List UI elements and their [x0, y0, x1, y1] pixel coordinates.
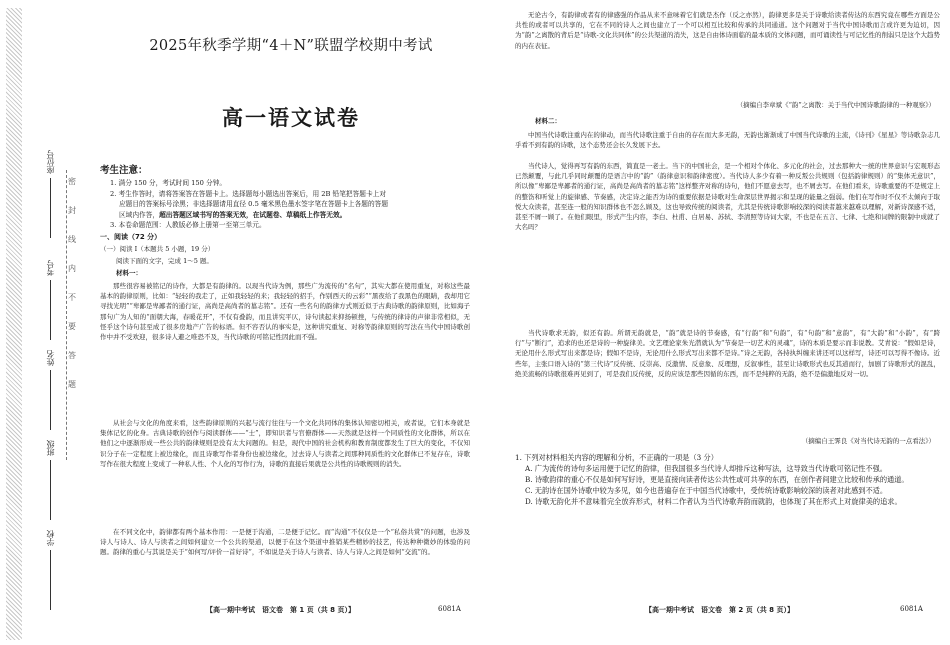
notice-item-2b: 应题目的答案标号涂黑；非选择题请用直径 0.5 毫米黑色墨水签字笔在答题卡上各题的答题 [119, 200, 389, 208]
paragraph-1: 那些很容易被铭记的诗作，大都是有韵律的。以现当代诗为例，那些广为流传的“名句”，其实大都在使用重复，对称这些最基本的韵律原则，比如：“轻轻的我走了，正如我轻轻的来；我轻轻的招手，作别西天的云彩”“黑夜给了我黑色的眼睛，我却用它寻找光明”“卑鄙是卑鄙者的通行证，高尚是高尚者的墓志铭”。还有一些名句的韵律方式则近似于古典诗歌的韵律原则，比如海子那句广为人知的“面朝大海，春暖花开”，不仅有叠韵，而且讲究平仄，诗句读起来抑扬顿挫，与传统的律诗的声律非常相似，无怪乎这个诗句甚至成了很多房地产广告的标语。但不容否认的事实是，这种讲究重复、对称等韵律原则的写法在当代中国诗歌创作中并不受欢迎，很多诗人避之唯恐不及，当代诗歌的可铭记性因此而不强。 [100, 282, 470, 342]
option-a[interactable]: A. 广为流传的诗句多运用便于记忆的韵律，但我国很多当代诗人却排斥这种写法，这导致当代诗歌可铭记性不强。 [525, 464, 887, 473]
option-b[interactable]: B. 诗歌韵律的重心不仅是如何写好诗，更是直接向读者传达公共性或可共享的东西，在创作者间建立比较和传承的通道。 [525, 475, 909, 484]
school-label: 学校 [45, 530, 55, 546]
seal-char: 线 [68, 235, 76, 244]
seal-char: 不 [68, 293, 76, 302]
notice-item-3: 3. 本卷命题范围：人教版必修上册第一至第三单元。 [110, 221, 266, 229]
paragraph-3: 在不同文化中，韵律都有两个基本作用：一是便于沟通，二是便于记忆。而“沟通”不仅仅是一个“私俗共赏”的问题，也涉及诗人与诗人、诗人与读者之间如何建立一个公共的渠道，以便于在这个渠道中推销某些精妙的技艺，传达种种微妙的体验的问题。韵律的重心与其说是关于“如何写/评价一首好诗”，不如说是关于诗人与读者、诗人与诗人之间是如何“交流”的。 [100, 528, 470, 557]
paragraph-6: 当代诗人，觉得再写有韵的东西，简直是一老土。当下的中国社会，是一个相对个体化、多元化的社会，过去那种大一统的世界意识与宏观形态已然颠覆，与此几乎同时颠覆的是语言中的“韵”（韵律意识和韵律密度）。当代诗人多少有着一种反叛公共规则（包括韵律规则）的“集体无意识”，所以像“卑鄙是卑鄙者的通行证，高尚是高尚者的墓志铭”这样整齐对称的诗句，他们不愿意去写，也不屑去写。在他们看来，诗歌重要的不是规定上的整饬和听觉上的旋律感、节奏感，决定诗之能否为诗的重要依据是诗歌对生命深层世界揭示和呈现的能量之强弱。他们在写作时不仅不太倾向于取悦大众读者，甚至连一般的知识群体也不怎么顾及，这也导致传统的阅读者，尤其是传统诗歌影响较深的阅读者越来越难以理解，对新诗深感不适，甚至不屑一顾了。在他们眼里，形式产生内容，李白、杜甫、白居易、苏轼、李清照等诗词大家，不也是在五言、七律、七绝和词牌的限制中成就了大名吗？ [515, 162, 940, 232]
question-1 [515, 452, 940, 507]
class-line [50, 460, 51, 520]
binding-hatch [6, 8, 22, 640]
name-line [50, 370, 51, 430]
exam-number-label: 考号 [45, 260, 55, 276]
page-2-footer-text: 【高一期中考试 语文卷 第 2 页（共 8 页）】 [645, 606, 794, 614]
notice-list [110, 178, 465, 231]
binding-margin [0, 0, 82, 645]
paragraph-2: 从社会与文化的角度来看，这些韵律原则的兴起与流行往往与一个文化共同体的集体认知密切相关，或者说，它们本身就是集体记忆的化身。古典诗歌的创作与阅读群体——“士”，即知识者与官僚群体——天然就是这样一个同质性的文化群体，所以在他们之中逐渐形成一些公共的韵律规则是没有太大问题的。但是，现代中国的社会机构和教育制度都发生了巨大的变化，不仅知识分子在一定程度上被边缘化，而且诗歌写作者身份也被边缘化，过去诗人与读者之间那种同质性的文化群体已不复存在，诗歌写作在很大程度上变成了一种私人性、个人化的写作行为，诗歌的直接后果就是公共性的诗歌规则的消失。 [100, 419, 470, 468]
seat-number-line [50, 178, 51, 238]
page-1-code: 6081A [438, 605, 461, 613]
subsection-heading: （一）阅读 Ⅰ（本题共 5 小题，19 分） [100, 245, 215, 253]
instruction-text: 阅读下面的文字，完成 1～5 题。 [116, 257, 213, 265]
notice-item-2a: 2. 考生作答时，请将答案答在答题卡上。选择题每小题选出答案后，用 2B 铅笔把答题卡上对 [110, 189, 387, 198]
page-2-footer [645, 605, 794, 615]
paragraph-5: 中国当代诗歌注重内在的律动，而当代诗歌注重于自由的存在而大多无韵，无韵也渐渐成了中国当代诗歌的主流，《诗刊》《星星》等诗歌杂志几乎看不到有韵的诗歌，这个态势还会长久发展下去。 [515, 131, 940, 150]
school-field[interactable] [28, 530, 72, 610]
page-1 [86, 0, 481, 645]
paragraph-7: 当代诗歌求无韵，似还有韵。所谓无韵就是，“韵”就是诗的节奏感，有“行韵”和“句韵”，有“句韵”和“意韵”，有“大韵”和“小韵”，有“跨行”与“断行”，追求的也还是诗的一种旋律美。文艺理论家朱光潜就认为“节奏是一切艺术的灵魂”，诗的本质是要示而非说教。艾青说：“假如是诗，无论用什么形式写出来都是诗；假如不是诗，无论用什么形式写出来都不是诗。”诗之无韵，各持执纠缠来讲还可以这样写，诗还可以写得不像诗。近些年，主张口语入诗的“第三代诗”反传统、反崇高、反激情、反意象、反理想，反叙事性，甚至让诗歌形式也反其道而行，加剧了诗歌形式的混乱，绝美流畅的诗歌很难再见到了，可是我们反传统，反的应该是那些因循的东西，而不是纯粹的无韵，绝不是偏激地反对一切。 [515, 329, 940, 378]
source-1: （摘编自李章斌《“韵”之离散：关于当代中国诗歌韵律的一种观察》） [736, 101, 935, 109]
school-line [50, 550, 51, 610]
option-c[interactable]: C. 无韵诗在国外诗歌中较为多见，如今也普遍存在于中国当代诗歌中，受传统诗歌影响较深的读者对此感到不适。 [525, 486, 888, 495]
page-2 [505, 0, 940, 645]
subject-title: 高一语文试卷 [222, 106, 360, 130]
class-label: 班级 [45, 440, 55, 456]
notice-item-2c-text: 区域内作答， [119, 210, 160, 219]
question-1-stem: 1. 下列对材料相关内容的理解和分析，不正确的一项是（3 分） [515, 453, 718, 462]
notice-item-1: 1. 满分 150 分，考试时间 150 分钟。 [110, 179, 227, 187]
material-2-label: 材料二： [535, 117, 561, 125]
section-heading: 一、阅读（72 分） [100, 233, 162, 241]
page-2-code: 6081A [900, 605, 923, 613]
exam-title: 2025年秋季学期“4＋N”联盟学校期中考试 [149, 38, 433, 54]
page-1-footer-text: 【高一期中考试 语文卷 第 1 页（共 8 页）】 [206, 606, 355, 614]
paragraph-4: 无论古今，有韵律或者有的律感强的作品从来不意味着它们就是杰作（反之亦然），韵律更多是关于诗歌给读者传达的东西究竟在哪些方面是公共性的或者可以共享的，它在不同的诗人之间也建立了一个可以相互比较和传承的共同通道。这个问题对于当代中国诗歌而言或许更为迫切，因为“韵”之离散的背后是“诗歌-文化共同体”的公共渠道的消失，这是自由体诗面临的最本质的文体问题，而可诵读性与可记忆性的削弱只是这个大趋势的内在表征。 [515, 11, 940, 50]
seal-char: 封 [68, 206, 76, 215]
page-1-footer [206, 605, 355, 615]
seal-warning [68, 176, 76, 390]
seal-char: 答 [68, 351, 76, 360]
exam-number-line [50, 280, 51, 340]
notice-title: 考生注意： [100, 165, 148, 176]
seal-char: 题 [68, 380, 76, 389]
seat-number-label: 座位号 [45, 150, 55, 174]
material-1-label: 材料一： [116, 269, 142, 277]
option-d[interactable]: D. 诗歌无韵化并不意味着完全放弃形式，材料二作者认为当代诗歌奔韵而就韵，也体现了其在形式上对旋律美的追求。 [525, 497, 902, 506]
seal-char: 要 [68, 322, 76, 331]
seal-char: 密 [68, 177, 76, 186]
seal-char: 内 [68, 264, 76, 273]
name-label: 姓名 [45, 350, 55, 366]
source-2: （摘编自王霁良《对当代诗无韵的一点看法》） [801, 437, 935, 445]
notice-highlight: 超出答题区域书写的答案无效，在试题卷、草稿纸上作答无效。 [159, 210, 347, 219]
notice-item-2c [110, 210, 465, 221]
